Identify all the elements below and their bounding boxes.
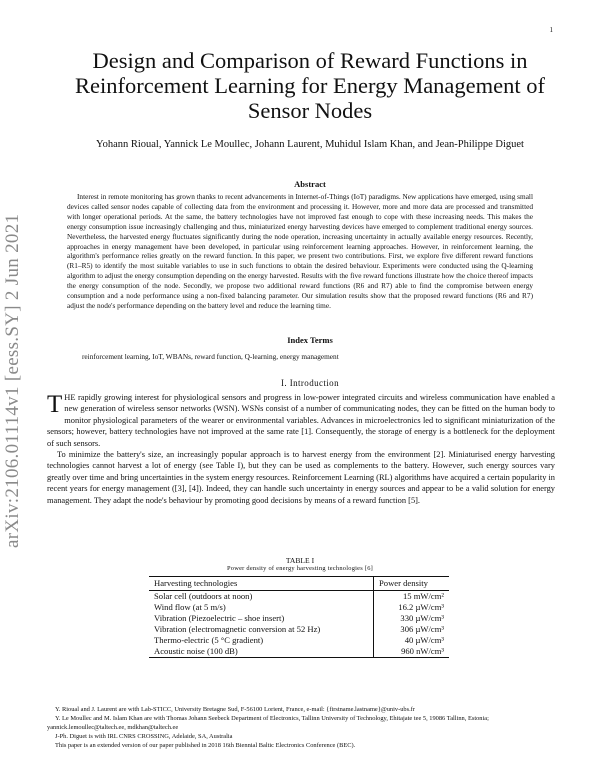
header-power-density: Power density (379, 578, 428, 588)
table-row (149, 624, 449, 635)
header-harvesting-technologies: Harvesting technologies (149, 577, 374, 591)
footnote-affiliation-3: J-Ph. Diguet is with IRL CNRS CROSSING, Adelaide, SA, Australia (55, 732, 233, 740)
power-density-cell: 16.2 µW/cm³ (398, 602, 444, 612)
table-row (149, 602, 449, 613)
table-row (149, 646, 449, 658)
energy-harvesting-table (149, 576, 449, 658)
technology-cell: Vibration (electromagnetic conversion at 52 Hz) (149, 624, 374, 635)
index-terms: reinforcement learning, IoT, WBANs, reward function, Q-learning, energy management (82, 352, 339, 361)
table-header-row (149, 577, 449, 591)
intro-paragraph-2: To minimize the battery's size, an increasingly popular approach is to harvest energy from the environment [2]. Miniaturised energy harvesting technologies cannot harvest a lot of energy (see Table I), but they can be used as complements to the battery. However, such energy sources vary greatly over time and bring uncertainties in the system energy resources. Reinforcement Learning (RL) algorithms have acquired a certain popularity in recent years for energy management ([3], [4]). Indeed, they can handle such uncertainty in energy sources and appear to be a valid solution for energy management. They adapt the node's behaviour by promoting good decisions by means of a reward function [5]. (47, 450, 555, 505)
power-density-cell: 960 nW/cm³ (401, 646, 444, 656)
technology-cell: Vibration (Piezoelectric – shoe insert) (149, 613, 374, 624)
abstract-body: Interest in remote monitoring has grown thanks to recent advancements in Internet-of-Things (IoT) paradigms. New applications have emerged, using small devices called sensor nodes capable of collecting data from the environment and processing it. However, more and more data are processed and transmitted with longer operational periods. At the same, the battery technologies have not improved fast enough to cope with these increasing needs. This makes the energy consumption issue increasingly challenging and thus, miniaturized energy harvesting devices have emerged to complement traditional energy sources. Nevertheless, the harvested energy fluctuates significantly during the node operation, increasing uncertainty in actually available energy resources. Recently, approaches in energy management have been developed, in particular using reinforcement learning approaches. However, in reinforcement learning, the algorithm's performance relies greatly on the reward function. In this paper, we present two contributions. First, we explore five different reward functions (R1–R5) to identify the most suitable variables to use in such functions to obtain the desired behaviour. Experiments were conducted using the Q-learning algorithm to adjust the energy consumption depending on the energy harvested. Results with the five reward functions illustrate how the choice thereof impacts the energy consumption of the node. Secondly, we propose two additional reward functions (R6 and R7) able to find the compromise between energy consumption and a node performance using a non-fixed balancing parameter. Our simulation results show that the proposed reward functions (R6 and R7) adjust the node's performance depending on the battery level and reduce the learning time. (67, 192, 533, 310)
footnote-extended-version: This paper is an extended version of our paper published in 2018 16th Biennial Baltic Electronics Conference (BEC). (55, 741, 356, 749)
table-row (149, 635, 449, 646)
paper-title: Design and Comparison of Reward Functions in Reinforcement Learning for Energy Management of Sensor Nodes (74, 48, 546, 123)
power-density-cell: 15 mW/cm² (402, 591, 444, 601)
power-density-cell: 306 µW/cm³ (400, 624, 444, 634)
intro-paragraph-1 (47, 392, 555, 449)
footnote-affiliation-1: Y. Rioual and J. Laurent are with Lab-STICC, University Bretagne Sud, F-56100 Lorient, France, e-mail: {firstname.lastname}@univ-ubs.fr (55, 706, 415, 713)
page-number: 1 (549, 26, 553, 34)
table-row (149, 613, 449, 624)
power-density-cell: 330 µW/cm³ (400, 613, 444, 623)
technology-cell: Wind flow (at 5 m/s) (149, 602, 374, 613)
section-heading: I. Introduction (281, 378, 339, 388)
power-density-cell: 40 µW/cm³ (404, 635, 444, 645)
introduction-text (47, 392, 555, 506)
footnote-affiliation-2: Y. Le Moullec and M. Islam Khan are with Thomas Johann Seebeck Department of Electronics, Tallinn University of Technology, Ehitajate tee 5, 19086 Tallinn, Estonia; yannick.lemoullec@taltech.ee, mdkhan@taltech.ee (47, 714, 489, 731)
index-terms-heading: Index Terms (287, 335, 333, 345)
technology-cell: Thermo-electric (5 °C gradient) (149, 635, 374, 646)
table-label: TABLE I (285, 556, 315, 565)
table-caption: Power density of energy harvesting technologies [6] (226, 565, 374, 572)
technology-cell: Solar cell (outdoors at noon) (149, 591, 374, 603)
abstract-heading: Abstract (294, 179, 326, 189)
arxiv-stamp: arXiv:2106.01114v1 [eess.SY] 2 Jun 2021 (2, 213, 23, 548)
footnotes (47, 706, 555, 751)
table-row (149, 591, 449, 603)
intro-paragraph-1-text: HE rapidly growing interest for physiological sensors and progress in low-power integrated circuits and wireless communication have enabled a new generation of wireless sensor networks (WSN). WSNs consist of a number of communicating nodes, they can be fitted on the human body to monitor physiological parameters of the wearer or environmental variables. Advances in microelectronics led to significant miniaturization of the sensors; however, battery technologies have not improved at the same rate [1]. Consequently, the storage of energy is a bottleneck for the deployment of such sensors. (47, 393, 555, 448)
drop-cap: T (47, 391, 63, 418)
author-list: Yohann Rioual, Yannick Le Moullec, Johann Laurent, Muhidul Islam Khan, and Jean-Philippe Diguet (96, 139, 524, 150)
technology-cell: Acoustic noise (100 dB) (149, 646, 374, 658)
